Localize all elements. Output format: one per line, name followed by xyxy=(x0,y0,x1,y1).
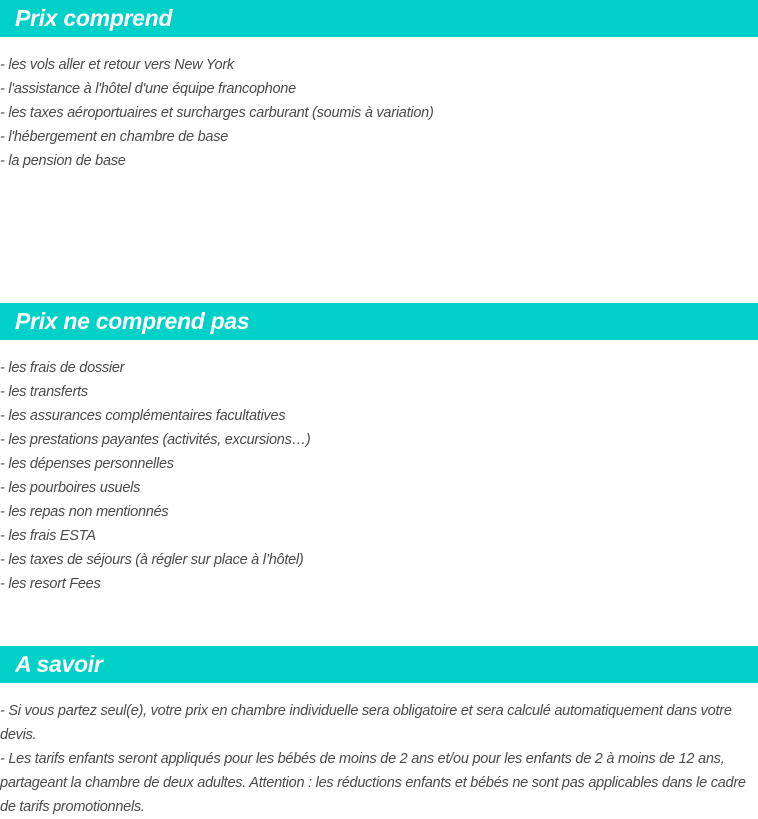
list-item: - les dépenses personnelles xyxy=(0,456,174,472)
list-item: - les assurances complémentaires facultatives xyxy=(0,408,286,424)
list-item: - les prestations payantes (activités, excursions…) xyxy=(0,432,311,448)
section-header-a-savoir xyxy=(0,646,758,683)
list-item: - les frais ESTA xyxy=(0,528,96,544)
list-item: - les taxes aéroportuaires et surcharges carburant (soumis à variation) xyxy=(0,105,434,121)
section-title: A savoir xyxy=(15,651,103,677)
list-item: - les resort Fees xyxy=(0,576,101,592)
list-item: - les pourboires usuels xyxy=(0,480,141,496)
section-title: Prix comprend xyxy=(15,5,173,31)
list-item: - les taxes de séjours (à régler sur place à l’hôtel) xyxy=(0,552,304,568)
section-header-prix-comprend xyxy=(0,0,758,37)
list-item: - les frais de dossier xyxy=(0,360,125,376)
notes-block xyxy=(0,699,758,819)
list-item: - l'hébergement en chambre de base xyxy=(0,129,229,145)
section-header-prix-ne-comprend-pas xyxy=(0,303,758,340)
list-item: - la pension de base xyxy=(0,153,126,169)
list-item: - les repas non mentionnés xyxy=(0,504,169,520)
note-paragraph: - Si vous partez seul(e), votre prix en chambre individuelle sera obligatoire et sera calculé automatiquement dans votre devis. xyxy=(0,703,732,743)
section-title: Prix ne comprend pas xyxy=(15,308,250,334)
note-paragraph: - Les tarifs enfants seront appliqués pour les bébés de moins de 2 ans et/ou pour les enfants de 2 à moins de 12 ans, partageant la chambre de deux adultes. Attention : les réductions enfants et bébés ne sont pas applicables dans le cadre de tarifs promotionnels. xyxy=(0,751,746,815)
list-item: - les vols aller et retour vers New York xyxy=(0,57,234,73)
included-list xyxy=(0,53,758,173)
list-item: - l'assistance à l'hôtel d'une équipe francophone xyxy=(0,81,296,97)
excluded-list xyxy=(0,356,758,596)
list-item: - les transferts xyxy=(0,384,88,400)
